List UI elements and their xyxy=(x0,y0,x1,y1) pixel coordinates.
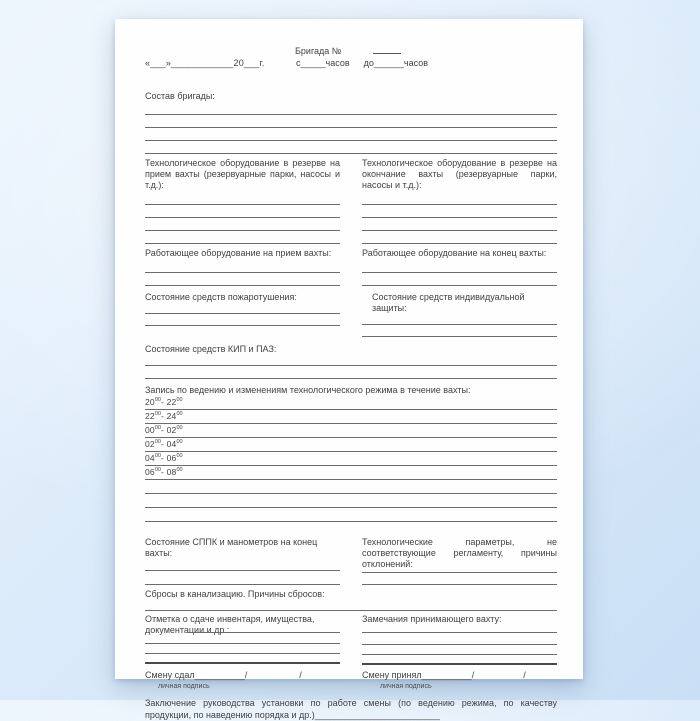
blank-line xyxy=(145,600,557,611)
blank-line xyxy=(145,259,340,273)
blank-line xyxy=(362,633,557,645)
blank-line xyxy=(362,259,557,273)
form-header xyxy=(145,19,557,91)
blank-line xyxy=(362,205,557,218)
date-blank: «___»____________20___г. xyxy=(145,58,265,68)
blank-line xyxy=(362,645,557,655)
log-time-row xyxy=(145,466,557,480)
blank-line xyxy=(362,573,557,585)
blank-line xyxy=(145,480,557,494)
crew-label: Состав бригады: xyxy=(145,91,215,101)
blank-line xyxy=(145,355,557,366)
fire-equipment-label: Состояние средств пожаротушения: xyxy=(145,292,297,302)
log-time-range: $22^{00}-$ $24^{00}$ xyxy=(145,411,183,421)
brigade-number-label: Бригада № xyxy=(295,46,342,56)
reserve-equipment-section xyxy=(145,158,557,244)
blank-line xyxy=(145,115,557,128)
signature-captions-row xyxy=(145,683,557,691)
sppk-params-section xyxy=(145,537,557,585)
kip-paz-label: Состояние средств КИП и ПАЗ: xyxy=(145,344,277,354)
working-equipment-section xyxy=(145,248,557,286)
log-time-range: $02^{00}-$ $04^{00}$ xyxy=(145,439,183,449)
personal-signature-caption: личная подпись xyxy=(158,683,210,690)
drain-label: Сбросы в канализацию. Причины сбросов: xyxy=(145,589,325,599)
hours-from-blank: с_____часов xyxy=(296,58,350,68)
blank-line xyxy=(145,205,340,218)
section-divider-line xyxy=(145,654,340,664)
blank-line xyxy=(145,644,340,654)
personal-signature-caption: личная подпись xyxy=(380,683,432,690)
brigade-number-blank-line xyxy=(373,52,401,54)
log-time-range: $20^{00}-$ $22^{00}$ xyxy=(145,397,183,407)
blank-line xyxy=(362,231,557,244)
blank-line xyxy=(145,494,557,508)
form-content xyxy=(145,19,557,721)
shift-hours xyxy=(296,58,428,69)
blank-line xyxy=(145,102,557,115)
blank-line xyxy=(145,559,340,571)
handover-row xyxy=(145,670,557,681)
blank-line xyxy=(145,508,557,522)
log-time-row xyxy=(145,410,557,424)
safety-equipment-section xyxy=(145,292,557,337)
log-time-range: $06^{00}-$ $08^{00}$ xyxy=(145,467,183,477)
log-time-row xyxy=(145,424,557,438)
blank-line xyxy=(362,314,557,325)
log-time-range: $04^{00}-$ $06^{00}$ xyxy=(145,453,183,463)
shift-handed-blank: Смену сдал__________/ xyxy=(145,670,248,680)
management-conclusion-label: Заключение руководства установки по работе смены (по ведению режима, по качеству продукции, по наведению порядка и др.)_________________________ xyxy=(145,698,557,720)
blank-line xyxy=(145,303,340,314)
slash-separator: / xyxy=(299,670,302,680)
inventory-remarks-section xyxy=(145,614,557,665)
working-start-label: Работающее оборудование на прием вахты: xyxy=(145,248,332,258)
blank-line xyxy=(362,625,557,633)
log-time-rows xyxy=(145,396,557,480)
blank-line xyxy=(145,191,340,205)
sppk-label: Состояние СППК и манометров на конец вахты: xyxy=(145,537,318,558)
log-time-row xyxy=(145,438,557,452)
reserve-end-label: Технологическое оборудование в резерве на окончание вахты (резервуарные парки, насосы и т.д.): xyxy=(362,158,557,190)
blank-line xyxy=(145,636,340,644)
shift-received-blank: Смену принял__________/ xyxy=(362,670,475,680)
reserve-start-label: Технологическое оборудование в резерве на прием вахты (резервуарные парки, насосы и т.д.): xyxy=(145,158,340,190)
remarks-label: Замечания принимающего вахту: xyxy=(362,614,502,624)
blank-line xyxy=(187,631,340,633)
slash-separator: / xyxy=(523,670,526,680)
blank-line xyxy=(145,366,557,379)
blank-line xyxy=(145,128,557,141)
ppe-label: Состояние средств индивидуальной защиты: xyxy=(372,292,525,313)
blank-line xyxy=(145,273,340,286)
blank-line xyxy=(145,571,340,585)
log-time-row xyxy=(145,396,557,410)
blank-line xyxy=(362,325,557,337)
hours-to-blank: до______часов xyxy=(363,58,428,68)
blank-line xyxy=(145,218,340,231)
inventory-label: Отметка о сдаче инвентаря, имущества, документации и др.: xyxy=(145,614,315,635)
blank-line xyxy=(145,231,340,244)
blank-line xyxy=(362,218,557,231)
blank-line xyxy=(362,273,557,286)
tech-params-label: Технологические параметры, не соответствующие регламенту, причины отклонений: xyxy=(362,537,557,569)
blank-line xyxy=(145,141,557,154)
working-end-label: Работающее оборудование на конец вахты: xyxy=(362,248,547,258)
log-section-label: Запись по ведению и изменениям технологического режима в течение вахты: xyxy=(145,385,471,395)
section-divider-line xyxy=(362,655,557,665)
blank-line xyxy=(362,191,557,205)
log-time-row xyxy=(145,452,557,466)
log-time-range: $00^{00}-$ $02^{00}$ xyxy=(145,425,183,435)
document-page xyxy=(115,19,583,720)
blank-line xyxy=(145,314,340,326)
